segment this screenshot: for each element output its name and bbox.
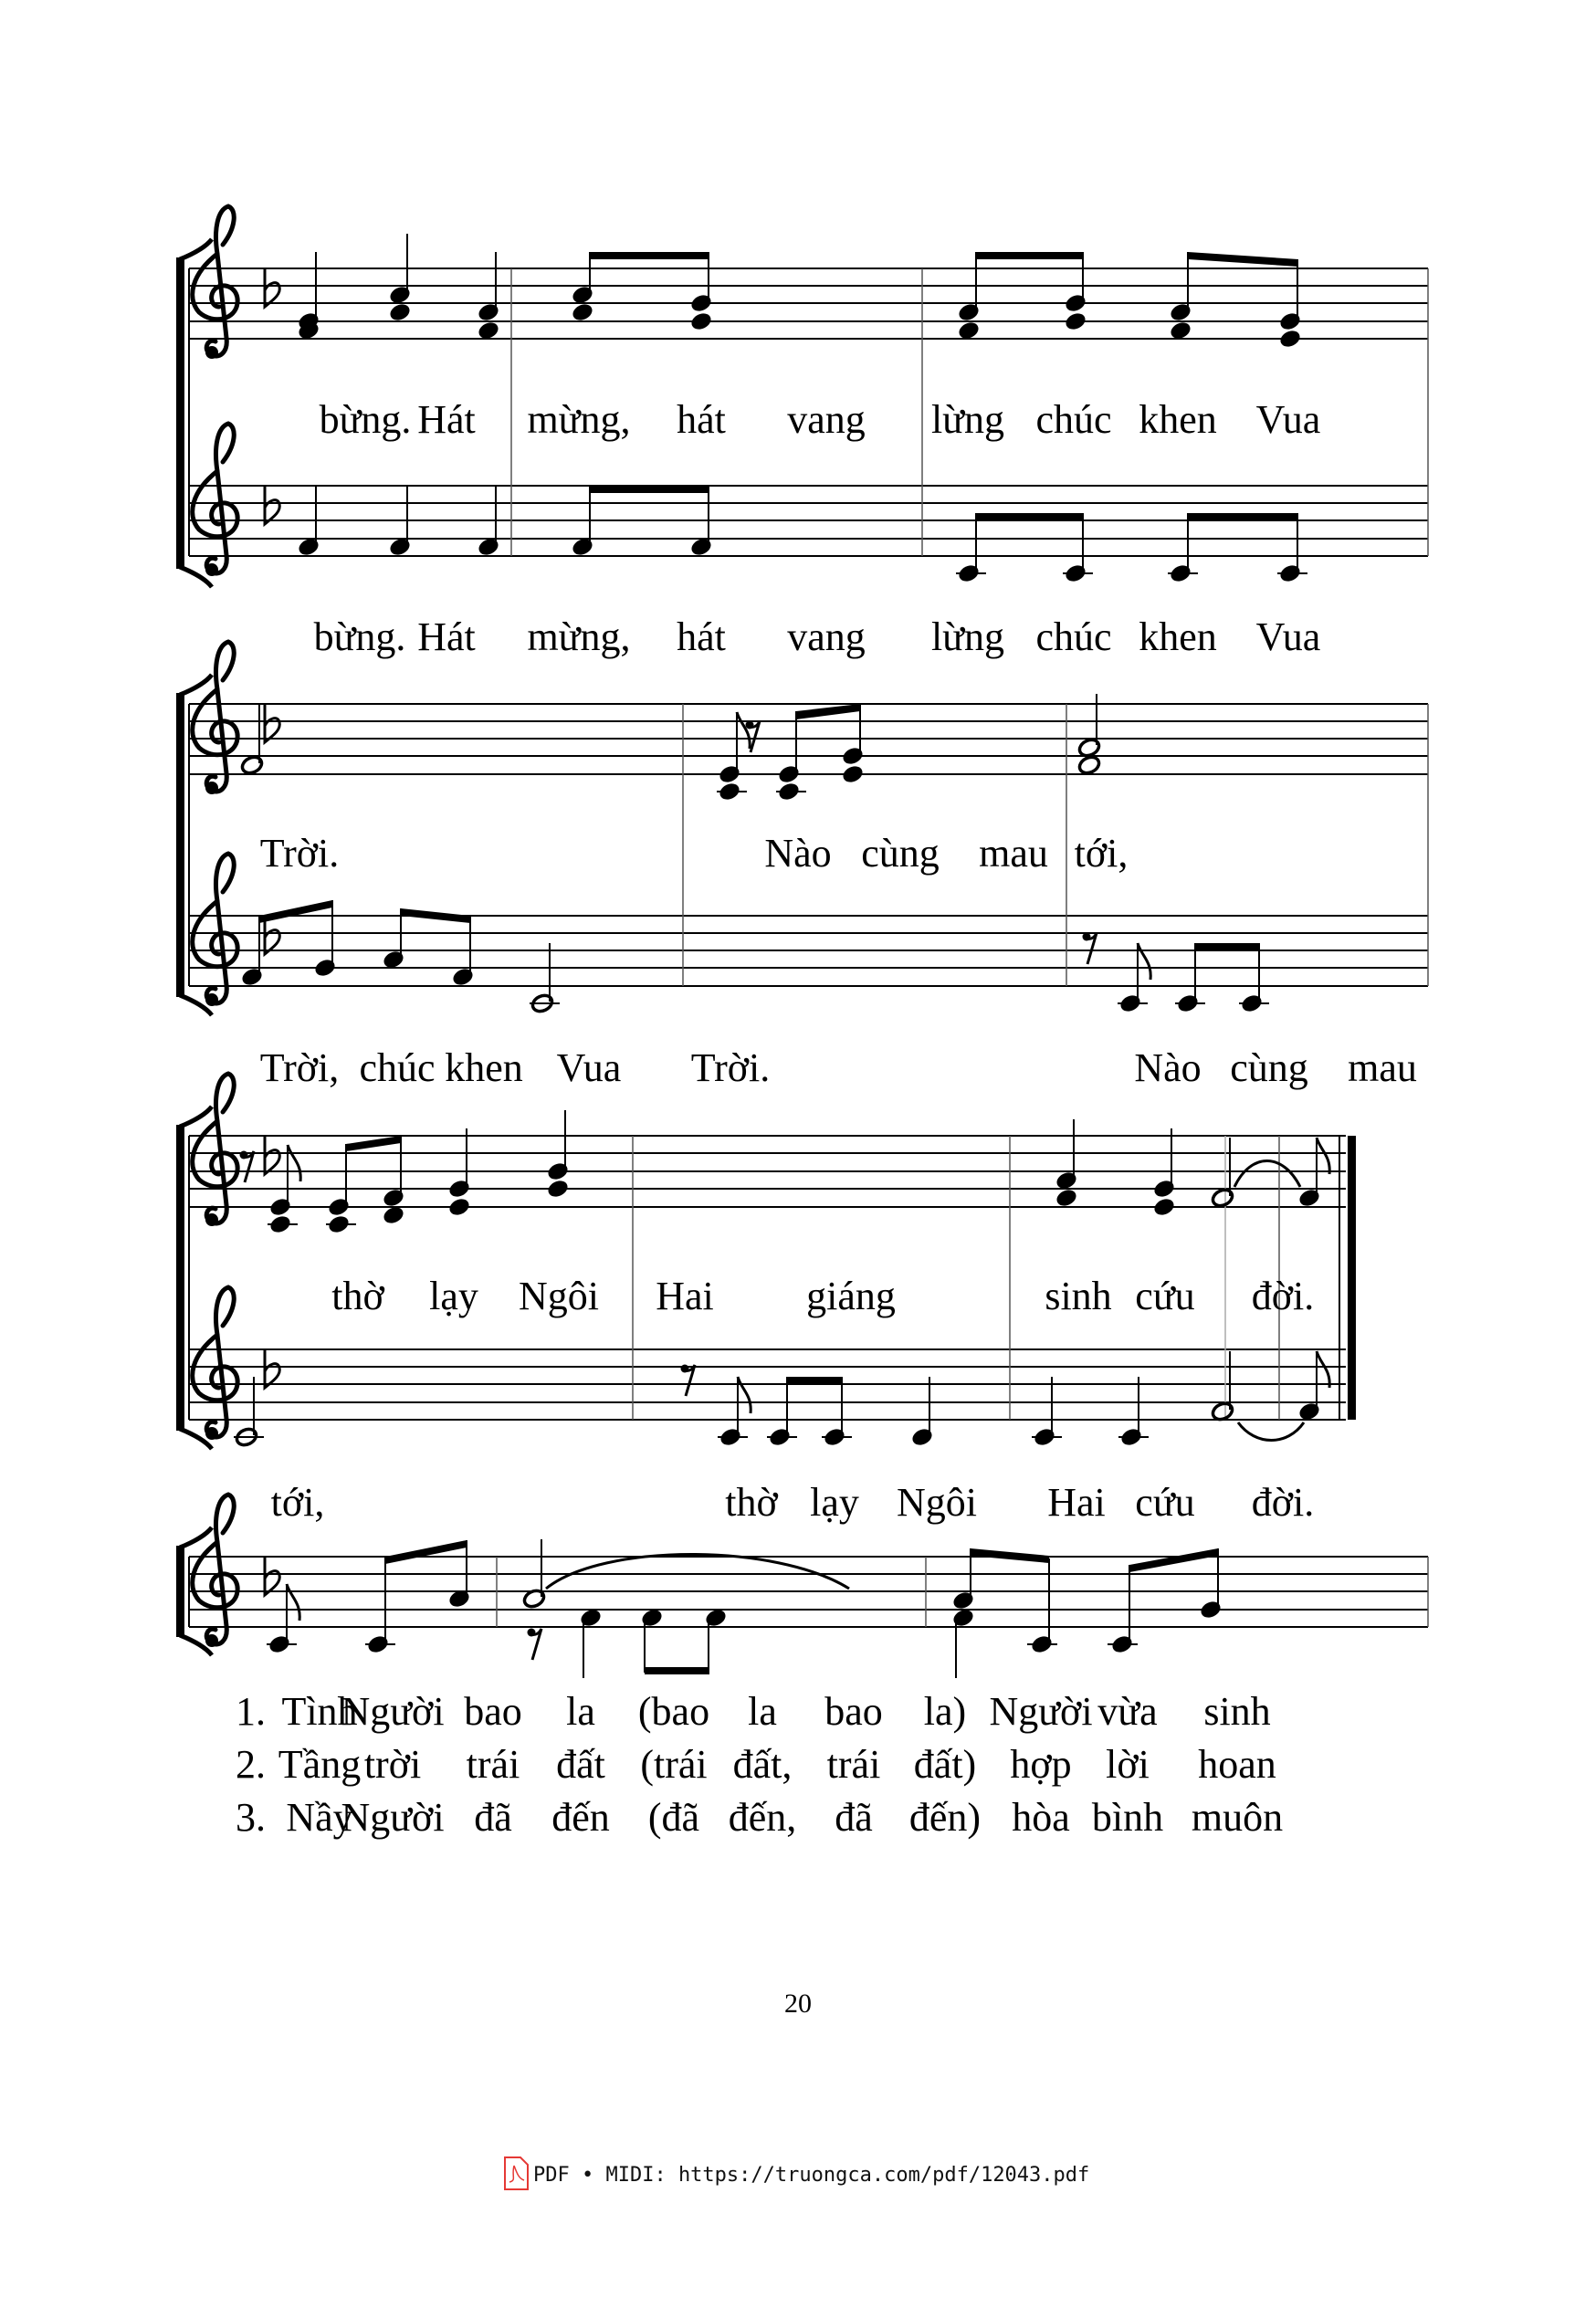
verse-word: đất: [556, 1742, 605, 1787]
verse-word: la: [566, 1689, 595, 1734]
lyric: Ngôi: [897, 1480, 977, 1525]
lyric: Nào: [1134, 1045, 1202, 1090]
verse-word: Tình: [281, 1689, 358, 1734]
lyric: khen: [445, 1045, 523, 1090]
lyric: Ngôi: [519, 1274, 599, 1318]
lyric: Vua: [1255, 397, 1321, 442]
lyric: Trời.: [259, 831, 340, 876]
lyric: khen: [1139, 614, 1217, 659]
lyric: vang: [787, 614, 866, 659]
lyric: chúc: [1035, 397, 1112, 442]
verse-word: vừa: [1097, 1689, 1158, 1734]
verse-word: bao: [464, 1689, 522, 1734]
lyric: tới,: [270, 1480, 325, 1525]
lyric: cứu: [1135, 1274, 1195, 1318]
lyric: khen: [1139, 397, 1217, 442]
lyric: Hai: [656, 1274, 714, 1318]
lyric: cùng: [861, 831, 940, 876]
lyric: thờ: [331, 1274, 384, 1318]
lyric: lừng: [930, 397, 1005, 442]
verse-word: (bao: [637, 1689, 710, 1734]
verse-word: muôn: [1191, 1795, 1284, 1840]
verse-word: trời: [363, 1742, 422, 1787]
lyric: Hát: [417, 614, 476, 659]
lyric: bừng.: [313, 614, 406, 659]
system-4: [176, 1495, 1428, 1678]
verse-word: (đã: [647, 1795, 700, 1840]
verse-word: đất): [913, 1742, 977, 1787]
lyric: chúc: [359, 1045, 436, 1090]
footer-link[interactable]: [500, 2158, 1089, 2191]
lyric: lừng: [930, 614, 1005, 659]
verse-number: 2.: [236, 1742, 266, 1787]
verse-word: Người: [341, 1689, 445, 1734]
verse-word: trái: [466, 1742, 520, 1787]
lyric: đời.: [1251, 1274, 1315, 1318]
lyric: bừng.: [319, 397, 412, 442]
verse-word: la): [923, 1689, 967, 1734]
footer-text: PDF • MIDI: https://truongca.com/pdf/12043.pdf: [533, 2163, 1090, 2187]
verse-word: đất,: [732, 1742, 793, 1787]
lyric: Trời.: [690, 1045, 771, 1090]
verse-word: bình: [1091, 1795, 1164, 1840]
verse-word: Tầng: [278, 1742, 362, 1787]
lyric: lạy: [429, 1274, 478, 1318]
lyric: tới,: [1074, 831, 1129, 876]
verse-word: hoan: [1198, 1742, 1276, 1787]
lyric: chúc: [1035, 614, 1112, 659]
verse-word: đã: [474, 1795, 512, 1840]
verse-word: đã: [835, 1795, 873, 1840]
verse-word: đến,: [728, 1795, 797, 1840]
verse-word: đến: [551, 1795, 610, 1840]
lyric: sinh: [1045, 1274, 1112, 1318]
lyric: hát: [677, 614, 726, 659]
verse-word: (trái: [640, 1742, 708, 1787]
verse-word: trái: [826, 1742, 881, 1787]
lyric: Vua: [1255, 614, 1321, 659]
system-2: [176, 642, 1428, 1015]
lyric: Hai: [1047, 1480, 1106, 1525]
lyric: cứu: [1135, 1480, 1195, 1525]
lyric: Vua: [556, 1045, 622, 1090]
verse-number: 1.: [236, 1689, 266, 1734]
verse-word: Nầy: [286, 1795, 353, 1840]
lyric: mừng,: [527, 397, 631, 442]
pdf-icon: [500, 2159, 524, 2190]
verse-word: đến): [908, 1795, 982, 1840]
verse-word: Người: [341, 1795, 445, 1840]
lyric: Hát: [417, 397, 476, 442]
lyric: mau: [1348, 1045, 1417, 1090]
lyric: giáng: [806, 1274, 896, 1318]
verse-number: 3.: [236, 1795, 266, 1840]
lyric: hát: [677, 397, 726, 442]
system-3: [176, 1074, 1356, 1449]
verse-word: hợp: [1010, 1742, 1072, 1787]
verse-word: la: [748, 1689, 777, 1734]
verse-word: sinh: [1203, 1689, 1271, 1734]
verse-word: lời: [1106, 1742, 1150, 1787]
verse-word: Người: [989, 1689, 1093, 1734]
lyric: thờ: [725, 1480, 778, 1525]
lyric: mừng,: [527, 614, 631, 659]
lyric: Trời,: [259, 1045, 340, 1090]
lyric: đời.: [1251, 1480, 1315, 1525]
lyric: vang: [787, 397, 866, 442]
page-number: 20: [784, 1988, 812, 2019]
lyric: mau: [979, 831, 1048, 876]
verse-word: hòa: [1012, 1795, 1070, 1840]
verse-word: bao: [824, 1689, 883, 1734]
lyric: cùng: [1230, 1045, 1308, 1090]
lyric: Nào: [764, 831, 832, 876]
lyric: lạy: [810, 1480, 859, 1525]
